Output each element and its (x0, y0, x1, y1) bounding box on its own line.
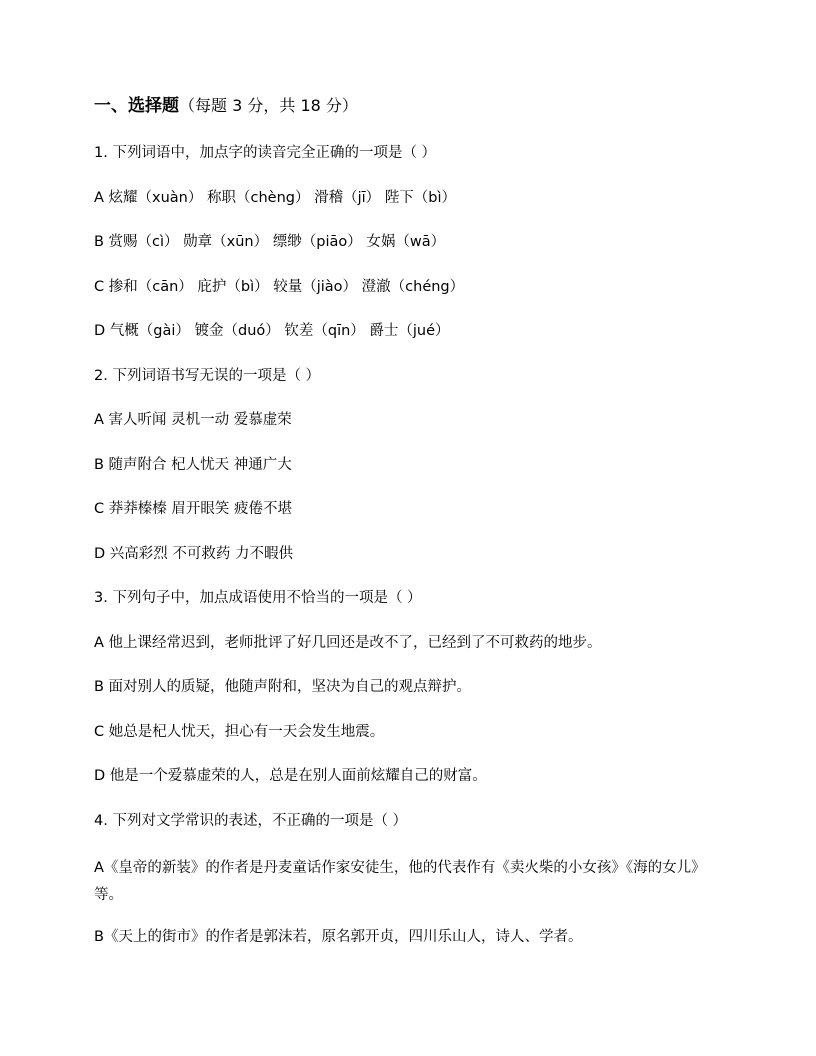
question-3-stem: 3. 下列句子中，加点成语使用不恰当的一项是（ ） (94, 590, 422, 606)
document-page (94, 95, 734, 972)
question-3-option-a: A 他上课经常迟到，老师批评了好几回还是改不了，已经到了不可救药的地步。 (94, 634, 602, 651)
question-2-stem: 2. 下列词语书写无误的一项是（ ） (94, 367, 321, 384)
question-1-stem: 1. 下列词语中，加点字的读音完全正确的一项是（ ） (94, 145, 437, 161)
question-1-option-b: B 赏赐（cì） 勋章（xūn） 缥缈（piāo） 女娲（wā） (94, 234, 446, 250)
section-heading (94, 95, 734, 117)
question-4-option-a: A《皇帝的新装》的作者是丹麦童话作家安徒生，他的代表作有《卖火柴的小女孩》《海的女儿》等。 (94, 860, 706, 903)
question-3-option-c: C 她总是杞人忧天，担心有一天会发生地震。 (94, 723, 385, 740)
question-3-option-b: B 面对别人的质疑，他随声附和，坚决为自己的观点辩护。 (94, 679, 472, 695)
question-3-option-d: D 他是一个爱慕虚荣的人，总是在别人面前炫耀自己的财富。 (94, 768, 487, 784)
question-2-option-b: B 随声附合 杞人忧天 神通广大 (94, 456, 292, 473)
section-title: 一、选择题 (94, 96, 179, 116)
question-2-option-d: D 兴高彩烈 不可救药 力不暇供 (94, 545, 293, 562)
question-1-option-d: D 气概（gài） 镀金（duó） 钦差（qīn） 爵士（jué） (94, 323, 450, 339)
question-2-option-c: C 莽莽榛榛 眉开眼笑 疲倦不堪 (94, 501, 292, 517)
section-score-note: （每题 3 分，共 18 分） (179, 96, 358, 115)
question-1-option-a: A 炫耀（xuàn） 称职（chèng） 滑稽（jī） 陛下（bì） (94, 189, 456, 206)
question-1-option-c: C 掺和（cān） 庇护（bì） 较量（jiào） 澄澈（chéng） (94, 278, 465, 295)
question-2-option-a: A 害人听闻 灵机一动 爱慕虚荣 (94, 412, 292, 428)
question-4-option-b: B《天上的街市》的作者是郭沫若，原名郭开贞，四川乐山人，诗人、学者。 (94, 929, 583, 945)
question-4-stem: 4. 下列对文学常识的表述，不正确的一项是（ ） (94, 812, 408, 829)
